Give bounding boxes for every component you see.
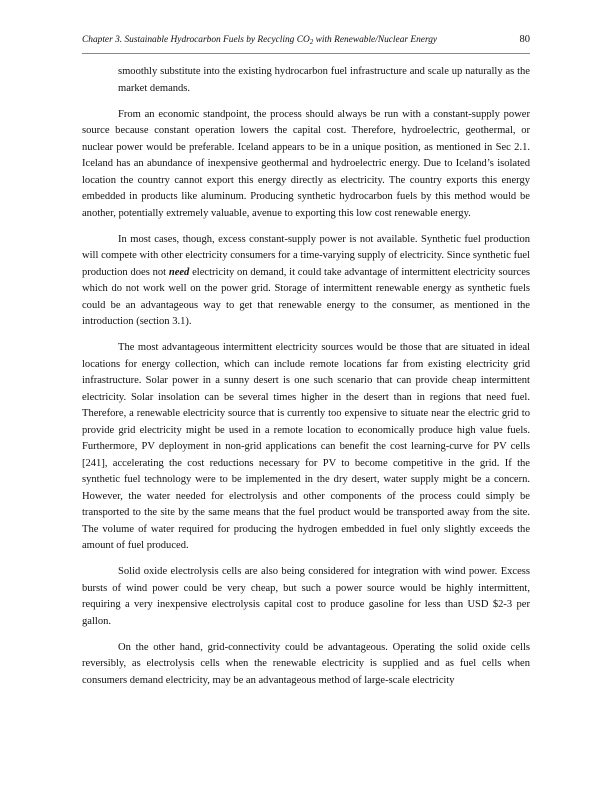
paragraph-text: In most cases, though, excess constant-supply power is not available. Synthetic fuel production will compete with other electricity consumers for a time-varying supply of electricity. Since synthetic fuel production does not xyxy=(82,233,530,278)
chapter-title xyxy=(82,34,437,48)
paragraph-continued: smoothly substitute into the existing hydrocarbon fuel infrastructure and scale up naturally as the market demands. xyxy=(118,66,530,94)
page-number: 80 xyxy=(519,34,530,45)
paragraph-wind-power: Solid oxide electrolysis cells are also being considered for integration with wind power. Excess bursts of wind power could be very cheap, but such a power source would be highly intermittent, requiring a very inexpensive electrolysis capital cost to produce gasoline for less than USD $2-3 per gallon. xyxy=(82,566,530,627)
chapter-title-text: Chapter 3. Sustainable Hydrocarbon Fuels by Recycling CO xyxy=(82,35,310,45)
paragraph-excess-power xyxy=(82,232,530,331)
chapter-title-text-end: with Renewable/Nuclear Energy xyxy=(313,35,438,45)
paragraph-text: electricity on demand, it could take advantage of intermittent electricity sources which do not work well on the power grid. Storage of intermittent renewable energy as synthetic fuels could be an advantageous way to get that renewable energy to the consumer, as mentioned in the introduction (section 3.1). xyxy=(82,266,530,327)
paragraph-economic-standpoint: From an economic standpoint, the process should always be run with a constant-supply power source because constant operation lowers the capital cost. Therefore, hydroelectric, geothermal, or nuclear power would be preferable. Iceland appears to be in a unique position, as mentioned in Sec 2.1. Iceland has an abundance of inexpensive geothermal and hydroelectric energy. Due to Iceland’s isolated location the country cannot export this energy directly as electricity. The country exports this energy embedded in products like aluminum. Producing synthetic hydrocarbon fuels by this method would be another, potentially extremely valuable, avenue to exporting this low cost renewable energy. xyxy=(82,108,530,219)
emphasis-need: need xyxy=(168,266,190,278)
body-text xyxy=(82,64,530,699)
paragraph-intermittent-sources: The most advantageous intermittent electricity sources would be those that are situated in ideal locations for energy collection, which can include remote locations far from existing electricity grid infrastructure. Solar power in a sunny desert is one such scenario that can provide cheap intermittent electricity. Solar insolation can be several times higher in the desert than in regions that need fuel. Therefore, a renewable electricity source that is currently too expensive to situate near the electric grid to provide grid electricity might be used in a remote location to economically produce high value fuels. Furthermore, PV deployment in non-grid applications can benefit the cost learning-curve for PV cells [241], accelerating the cost reductions necessary for PV to become competitive in the grid. If the synthetic fuel technology were to be implemented in the dry desert, water supply might be a concern. However, the water needed for electrolysis and other components of the process could simply be transported to the site by the same means that the fuel product would be transported away from the site. The volume of water required for producing the hydrogen embedded in fuel only slightly exceeds the amount of fuel produced. xyxy=(82,342,530,551)
header-rule xyxy=(82,53,530,54)
paragraph-grid-connectivity: On the other hand, grid-connectivity could be advantageous. Operating the solid oxide cells reversibly, as electrolysis cells when the renewable electricity is supplied and as fuel cells when consumers demand electricity, may be an advantageous method of large-scale electricity xyxy=(82,641,530,686)
chapter-title-subscript: 2 xyxy=(309,38,314,46)
